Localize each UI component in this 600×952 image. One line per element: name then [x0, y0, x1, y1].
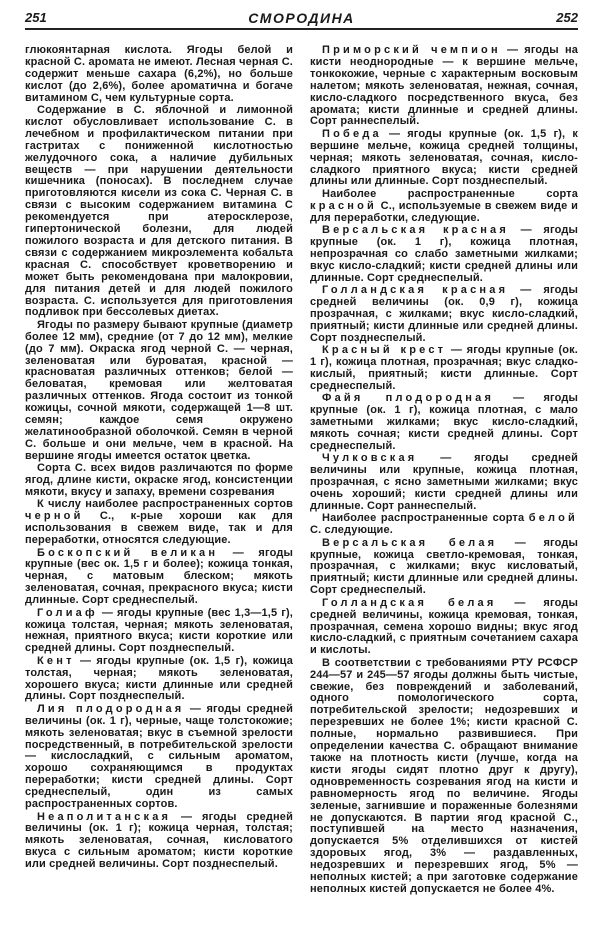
- paragraph-text: — ягоды средней величины (ок. 1 г); кожица черная, толстая; мякоть зеленоватая, сочная, кисловатого вкуса с сильным ароматом; кисти короткие или средней величины. Сорт позднеспелый.: [25, 810, 293, 871]
- spaced-term: белой: [528, 512, 578, 525]
- spaced-term: Голиаф: [37, 606, 98, 619]
- spaced-term: Победа: [322, 127, 382, 140]
- paragraph: [25, 105, 293, 319]
- paragraph-text: — ягоды крупные (вес ок. 1,5 г и более); кожица тонкая, черная, с матовым блеском; мякоть зеленоватая, сочная, прекрасного вкуса; кисти длинные. Сорт среднеспелый.: [25, 546, 293, 607]
- paragraph: [25, 45, 293, 105]
- paragraph-text: Содержание в С. яблочной и лимонной кислот обусловливает использование С. в лечебном и профилактическом питании при гастритах с пониженной кислотностью желудочного сока, а наличие дубильных веществ — при нарушении деятельности кишечника (поносах). В последнем случае приготовляются кисели из сока С. Черная С. в связи с высоким содержанием витамина С рекомендуется при атеросклерозе, гипертонической болезни, для людей пожилого возраста и для детского питания. В связи с содержанием микроэлемента кобальта красная С. способствует кроветворению и может быть рекомендована при малокровии, для питания детей и для людей пожилого возраста. С. используется для приготовления подливок при бессолевых диетах.: [25, 104, 293, 319]
- paragraph: [25, 320, 293, 463]
- spaced-term: Неаполитанская: [37, 810, 172, 823]
- paragraph: [310, 658, 578, 896]
- paragraph: [25, 463, 293, 499]
- paragraph-text: глюкоянтарная кислота. Ягоды белой и красной С. аромата не имеют. Лесная черная С. содержит меньше сахара (6,2%), но больше кислот (до 2,6%), более ароматична и богаче витамином С, чем культурные сорта.: [25, 44, 293, 104]
- spaced-term: Лия плодородная: [37, 702, 185, 715]
- paragraph: [25, 548, 293, 608]
- paragraph: [310, 598, 578, 658]
- left-page-number: 251: [25, 10, 47, 25]
- paragraph: [310, 453, 578, 513]
- paragraph-text: Наиболее распространенные сорта: [322, 512, 529, 525]
- spaced-term: Красный крест: [322, 344, 447, 357]
- paragraph-text: — ягоды крупные (ок. 1 г), кожица плотная, прозрачная; вкус сладко-кислый, приятный; кисти длинные. Сорт среднеспелый.: [310, 344, 579, 392]
- spaced-term: Боскопский великан: [37, 546, 219, 559]
- paragraph-text: — ягоды средней величины, кожица кремовая, тонкая, прозрачная, семена хорошо видны; вкус ягод кисло-сладкий, с приятным сочетанием сахара и кислоты.: [310, 596, 578, 657]
- paragraph-text: — ягоды средней величины (ок. 0,9 г), кожица прозрачная, с жилками; вкус кисло-сладкий, приятный; кисти длинные или средней длины. Сорт позднеспелый.: [310, 284, 578, 344]
- paragraph: [25, 656, 293, 704]
- paragraph-text: Наиболее распространенные сорта: [322, 187, 578, 200]
- paragraph: [25, 812, 293, 872]
- paragraph-text: — ягоды крупные (ок. 1,5 г), к вершине мельче, кожица средней толщины, черная; мякоть зеленоватая, сочная, кисло-сладкого приятного вкуса; кисти средней длины или длинные. Сорт позднеспелый.: [310, 127, 578, 188]
- paragraph-text: Сорта С. всех видов различаются по форме ягод, длине кисти, окраске ягод, консистенции мякоти, вкусу и запаху, времени созревания: [25, 462, 293, 499]
- paragraph: [310, 513, 578, 537]
- page-title: СМОРОДИНА: [248, 10, 355, 26]
- paragraph-text: — ягоды на кисти неоднородные — к вершине мельче, тонкокожие, черные с характерным восковым налетом; мякоть зеленоватая, нежная, сочная, кисло-сладкого посредственного вкуса, без аромата; кисти длинные и средней длины. Сорт раннеспелый.: [310, 44, 579, 128]
- paragraph-text: — ягоды крупные, кожица светло-кремовая, тонкая, прозрачная, с жилками; вкус кисловатый, приятный; кисти длинные или средней длины. Сорт среднеспелый.: [310, 536, 578, 597]
- paragraph: [310, 345, 578, 393]
- paragraph: [25, 499, 293, 547]
- paragraph-text: В соответствии с требованиями РТУ РСФСР 244—57 и 245—57 ягоды должны быть чистые, свежие, без повреждений и заболеваний, одного помологического сорта, потребительской зрелости; недозревших и перезревших не более 1%; кисти красной С. полные, нормально развившиеся. При определении качества С. обращают внимание также на плотность кисти (лучше, когда на кисти ягоды сидят плотно друг к другу), одновременность созревания ягод на кисти и равномерность ягод по величине. Ягоды зеленые, загнившие и пораженные болезнями не допускаются. В партии ягод красной С., поступившей на место назначения, допускается 5% отделившихся от кистей здоровых ягод, 3% — раздавленных, недозревших и перезревших ягод, 5% — неполных кистей; а при заготовке содержание неполных кистей допускается не более 4%.: [310, 656, 578, 895]
- paragraph-text: — ягоды крупные (ок. 1 г), кожица плотная, непрозрачная со слабо заметными жилками; вкус кисло-сладкий; кисти средней длины или длинные. Сорт среднеспелый.: [310, 224, 578, 284]
- paragraph: [310, 538, 578, 598]
- spaced-term: Версальская красная: [322, 224, 509, 237]
- right-column: [310, 45, 578, 896]
- paragraph-text: С., к-рые хороши как для использования в свежем виде, так и для переработки, относятся следующие.: [25, 510, 293, 547]
- spaced-term: Кент: [37, 654, 75, 667]
- paragraph: [25, 608, 293, 656]
- paragraph-text: — ягоды средней величины или крупные, кожица плотная, прозрачная, с ясно заметными жилками; вкус очень хороший; кисти средней длины или длинные. Сорт раннеспелый.: [310, 452, 578, 512]
- paragraph: [310, 129, 578, 189]
- paragraph: [310, 225, 578, 285]
- spaced-term: черной: [25, 510, 84, 523]
- spaced-term: Голландская красная: [322, 284, 509, 297]
- paragraph-text: С. следующие.: [310, 524, 393, 537]
- spaced-term: Чулковская: [322, 452, 418, 465]
- right-page-number: 252: [556, 10, 578, 25]
- spaced-term: Версальская белая: [322, 536, 498, 549]
- left-column: [25, 45, 293, 872]
- paragraph: [25, 704, 293, 811]
- paragraph: [310, 393, 578, 453]
- running-header: [25, 8, 578, 30]
- paragraph-text: Ягоды по размеру бывают крупные (диаметр более 12 мм), средние (от 7 до 12 мм), мелкие (до 7 мм). Окраска ягод черной С. — черная, зеленоватая или буроватая, красной — красноватая различных оттенков; белой — беловатая, кремовая или желтоватая различных оттенков. Ягода состоит из тонкой кожицы, сочной мякоти, содержащей 1—8 шт. семян; каждое семя окружено желатинообразной оболочкой. Семян в черной С. больше и они мельче, чем в красной. На вершине ягоды имеется остаток цветка.: [25, 318, 293, 462]
- paragraph: [310, 189, 578, 225]
- spaced-term: Голландская белая: [322, 596, 497, 609]
- paragraph-text: — ягоды крупные (ок. 1 г), кожица плотная, с мало заметными жилками; вкус кисло-сладкий, мякоть сочная; кисти средней длины. Сорт среднеспелый.: [310, 392, 578, 452]
- paragraph-text: К числу наиболее распространенных сортов: [37, 498, 293, 511]
- paragraph: [310, 285, 578, 345]
- paragraph: [310, 45, 578, 128]
- spaced-term: красной: [310, 199, 377, 212]
- paragraph-text: — ягоды крупные (ок. 1,5 г), кожица толстая, черная; мякоть зеленоватая, хорошего вкуса; кисти длинные или средней длины. Сорт позднеспелый.: [25, 654, 293, 703]
- spaced-term: Файя плодородная: [322, 392, 495, 405]
- spaced-term: Приморский чемпион: [322, 44, 501, 56]
- paragraph-text: — ягоды средней величины (ок. 1 г), черные, чаще толстокожие; мякоть зеленоватая; вкус в съемной зрелости посредственный, в потребительской зрелости — кислосладкий, с сильным ароматом, хорошо сохраняющимся в продуктах переработки; кисти средней длины. Сорт среднеспелый, один из самых распространенных сортов.: [25, 702, 293, 811]
- paragraph-text: С., используемые в свежем виде и для переработки, следующие.: [310, 199, 578, 224]
- paragraph-text: — ягоды крупные (вес 1,3—1,5 г), кожица толстая, черная; мякоть зеленоватая, нежная, приятного вкуса; кисти короткие или средней длины. Сорт позднеспелый.: [25, 606, 293, 655]
